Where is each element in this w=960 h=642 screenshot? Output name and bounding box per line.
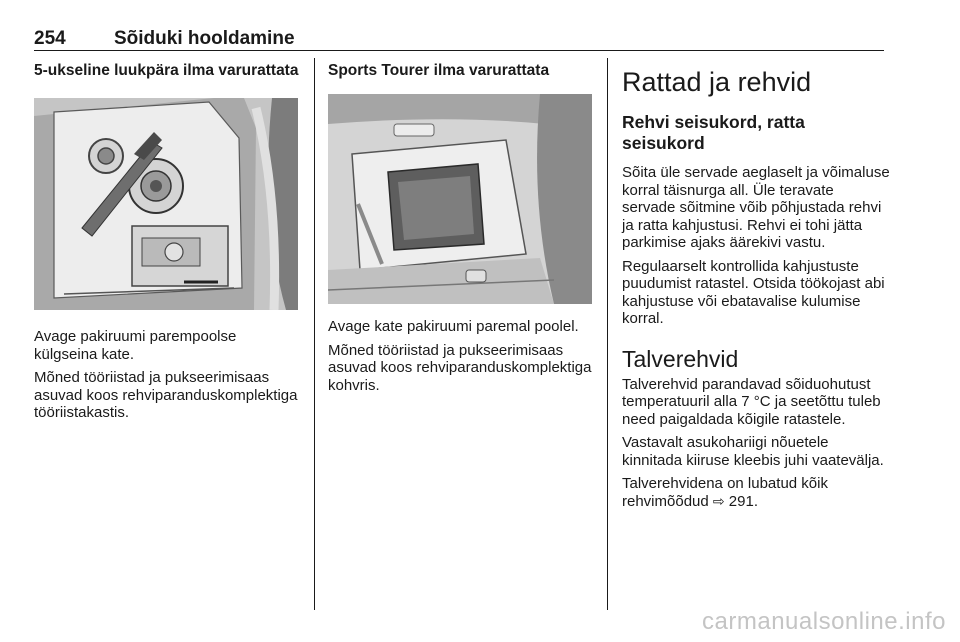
winter-tyres-heading: Talverehvid [622, 345, 739, 372]
column-hatchback [34, 62, 302, 428]
hatchback-paragraph-2: Mõned tööriistad ja pukseerimisaas asuvad koos rehviparanduskomplektiga tööriistakastis. [34, 369, 298, 421]
watermark: carmanualsonline.info [702, 608, 946, 635]
reference-arrow-icon: ⇨ [712, 492, 725, 509]
header-rule [34, 50, 884, 51]
hatchback-paragraph-1: Avage pakiruumi parempoolse külgseina kate. [34, 328, 237, 363]
page-reference-link[interactable]: 291. [728, 492, 758, 510]
page-number: 254 [34, 28, 66, 49]
column-divider-2 [607, 58, 608, 610]
column-sports-tourer [328, 62, 596, 400]
hatchback-side-panel-illustration [34, 98, 298, 310]
sports-tourer-paragraph-2: Mõned tööriistad ja pukseerimisaas asuvad koos rehviparanduskomplektiga kohvris. [328, 341, 592, 394]
wheels-tyres-title: Rattad ja rehvid [622, 67, 812, 97]
sports-tourer-trunk-illustration [328, 94, 592, 304]
winter-tyres-paragraph-3 [622, 475, 890, 510]
winter-tyres-paragraph-1: Talverehvid parandavad sõiduohutust temperatuuril alla 7 °C ja seetõttu tuleb need paigaldada kõigile ratastele. [622, 375, 881, 428]
tyre-condition-paragraph-1: Sõita üle servade aeglaselt ja võimaluse korral täisnurga all. Üle teravate servade sõitmine võib põhjustada rehvi ja ratta kahjustusi. Rehvi ei tohi jätta parkimise ajaks äärekivi vastu. [622, 164, 890, 251]
winter-tyres-paragraph-3-text: Talverehvidena on lubatud kõik rehvimõõdud [622, 475, 828, 510]
column-wheels-tyres [622, 62, 890, 516]
sports-tourer-heading: Sports Tourer ilma varurattata [328, 62, 550, 79]
sports-tourer-paragraph-1: Avage kate pakiruumi paremal poolel. [328, 318, 579, 335]
winter-tyres-paragraph-2: Vastavalt asukohariigi nõuetele kinnitada kiiruse kleebis juhi vaatevälja. [622, 434, 884, 469]
hatchback-heading: 5-ukseline luukpära ilma varurattata [34, 62, 299, 79]
chapter-title: Sõiduki hooldamine [114, 28, 295, 49]
column-divider-1 [314, 58, 315, 610]
tyre-condition-paragraph-2: Regulaarselt kontrollida kahjustuste puudumist ratastel. Otsida töökojast abi kahjustuse või ebatavalise kulumise korral. [622, 257, 885, 327]
tyre-condition-heading: Rehvi seisukord, ratta seisukord [622, 112, 805, 153]
